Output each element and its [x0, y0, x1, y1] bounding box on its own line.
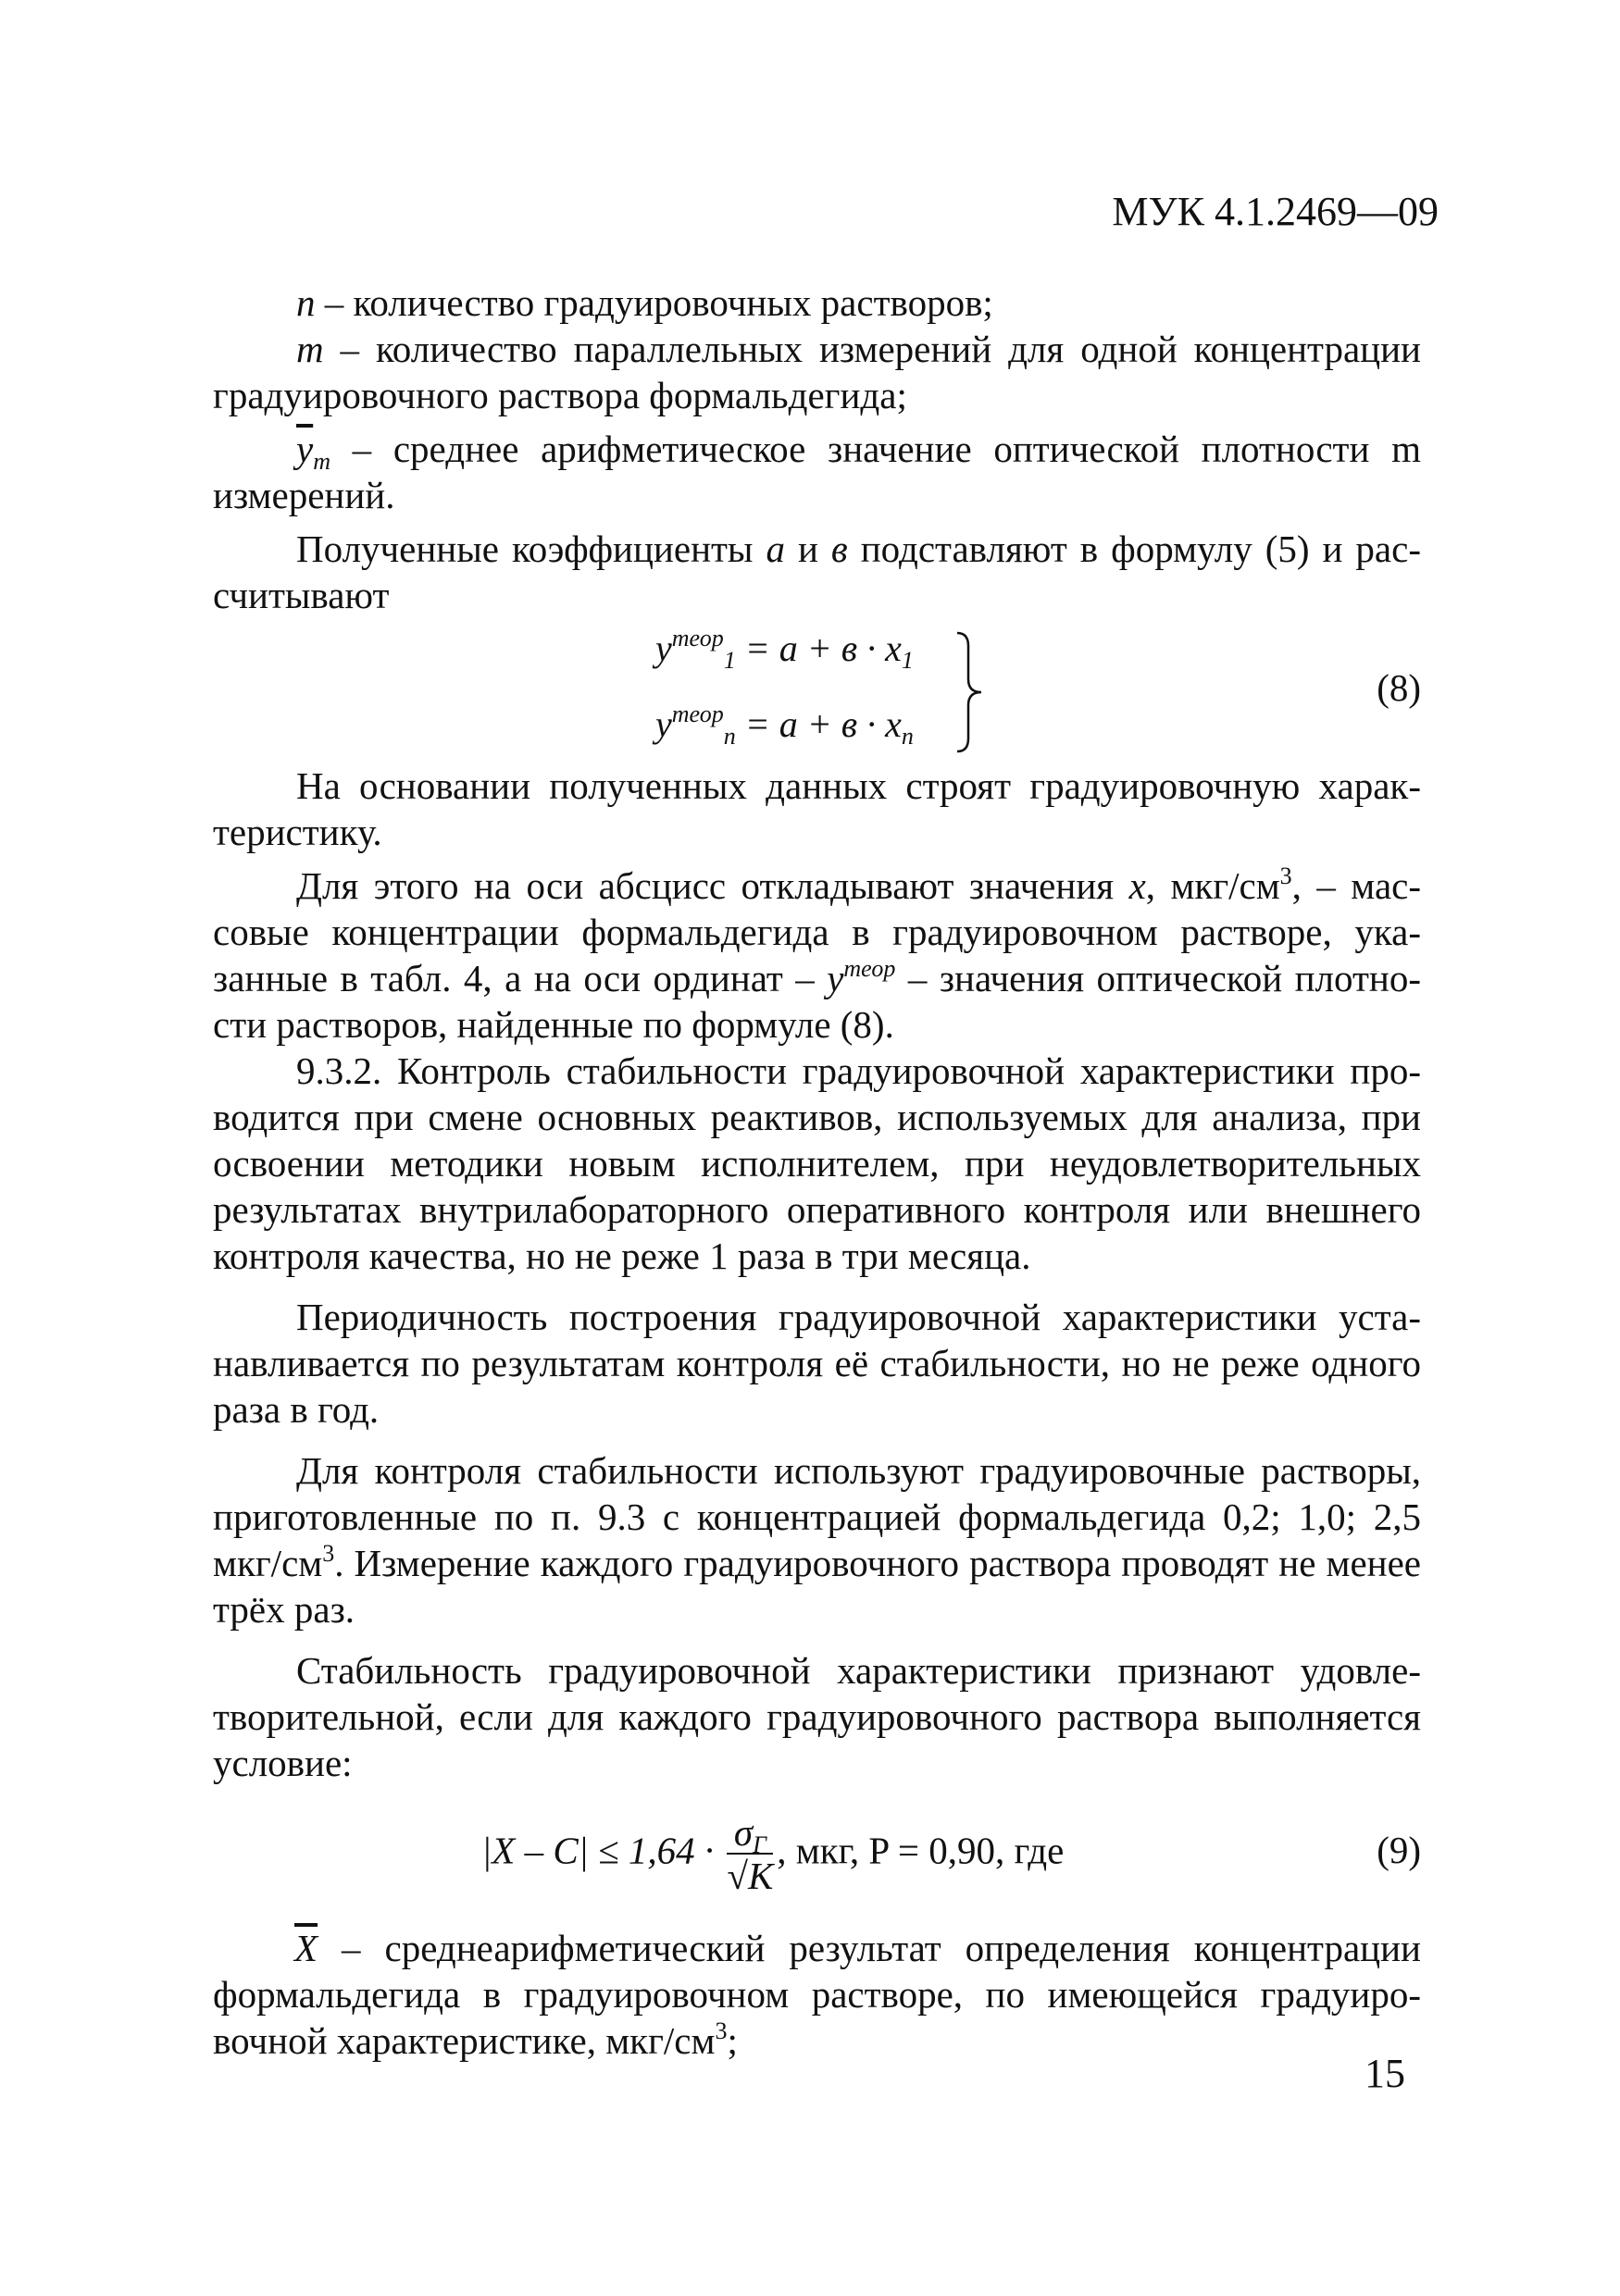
paragraph-periodicity: Периодичность построения градуировочной характеристики устанавливается по результатам контроля её стабильности, но не реже одного раза в год.	[213, 1296, 1421, 1431]
eq-y: y	[655, 703, 672, 745]
eq-lhs: |X – C| ≤ 1,64 ·	[481, 1829, 715, 1872]
eq-rhs: , мкг, P = 0,90, где	[777, 1829, 1065, 1872]
symbol-x-mean: $\overline{X}$	[294, 1927, 318, 1969]
page-number: 15	[1365, 2051, 1405, 2096]
eq-sup: теор	[671, 701, 724, 727]
definition-ym	[213, 426, 1421, 518]
text-run: Для контроля стабильности используют градуировочные растворы, приготовленные по п. 9.3 с концентрацией формальдегида 0,2; 1,0; 2,5 мкг/см	[213, 1449, 1421, 1584]
eq-sub: 1	[723, 647, 736, 674]
text-run: – значения оптической плотности растворов, найденные по формуле (8).	[213, 957, 1421, 1046]
symbol-y: y	[827, 957, 844, 999]
symbol-n: n	[296, 281, 316, 324]
coef-a: а	[766, 527, 785, 570]
eq-xsub: n	[901, 723, 914, 750]
fraction-numerator	[727, 1811, 773, 1858]
symbol-y-mean: $\overline{y}$	[296, 428, 314, 470]
eq-sub: n	[723, 723, 736, 750]
equation-8-number: (8)	[1377, 666, 1421, 709]
equation-8-line-2	[655, 701, 914, 748]
definition-ym-text: – среднее арифметическое значение оптической плотности m измерений.	[213, 428, 1421, 516]
symbol-m: m	[296, 328, 324, 370]
definition-m	[213, 326, 1421, 418]
text-run: Полученные коэффициенты	[296, 527, 766, 570]
eq-xsub: 1	[901, 647, 914, 674]
text-run: подставляют в формулу (5) и рассчитывают	[213, 527, 1421, 616]
paragraph-stability-control	[213, 1447, 1421, 1632]
superscript: теор	[843, 955, 896, 982]
text-run: , – массовые концентрации формальдегида в градуировочном растворе, указанные в табл. 4, а на оси ординат –	[213, 864, 1422, 999]
equation-9-formula	[481, 1812, 1064, 1897]
superscript: 3	[715, 2017, 728, 2044]
paragraph-axes	[213, 863, 1421, 1048]
paragraph-calibration: На основании полученных данных строят градуировочную характеристику.	[213, 764, 1421, 853]
eq-y: y	[655, 627, 672, 669]
paragraph-9-3-2: 9.3.2. Контроль стабильности градуировочной характеристики проводится при смене основных реактивов, используемых для анализа, при освоении методики новым исполнителем, при неудовлетворительных результатах внутрилабораторного оперативного контроля или внешнего контроля качества, но не реже 1 раза в три месяца.	[213, 1049, 1421, 1277]
equation-8	[213, 618, 1421, 763]
paragraph-coefficients	[213, 526, 1421, 618]
definition-n-text: – количество градуировочных растворов;	[315, 281, 993, 324]
eq-rhs: = a + в · x	[735, 627, 902, 669]
eq-sup: теор	[671, 625, 724, 652]
equation-9-number: (9)	[1377, 1829, 1421, 1871]
equation-8-line-1	[655, 626, 914, 672]
text-run: и	[784, 527, 831, 570]
symbol-y-mean-sub: m	[313, 448, 330, 475]
definition-m-text: – количество параллельных измерений для одной концентрации градуировочного раствора формальдегида;	[213, 328, 1421, 416]
fraction-denominator: √K	[727, 1855, 774, 1897]
text-run: Для этого на оси абсцисс откладывают значения	[296, 864, 1129, 907]
text-run: ;	[727, 2019, 738, 2062]
text-run: . Измерение каждого градуировочного раствора проводят не менее трёх раз.	[213, 1542, 1421, 1631]
definition-n	[213, 279, 1421, 326]
definition-x-mean	[213, 1925, 1421, 2064]
superscript: 3	[1279, 863, 1292, 889]
right-brace	[955, 631, 983, 753]
body-text	[213, 279, 1421, 2064]
superscript: 3	[322, 1540, 335, 1567]
sigma-sub: Г	[753, 1831, 766, 1858]
coef-b: в	[830, 527, 848, 570]
text-run: – среднеарифметический результат определения концентрации формальдегида в градуировочном растворе, по имеющейся градуировочной характеристике, мкг/см	[213, 1927, 1421, 2062]
symbol-x: x	[1128, 864, 1146, 907]
fraction	[727, 1812, 773, 1897]
eq-rhs: = a + в · x	[735, 703, 902, 745]
paragraph-stability-condition: Стабильность градуировочной характеристики признают удовлетворительной, если для каждого градуировочного раствора выполняется условие:	[213, 1649, 1421, 1784]
text-run: , мкг/см	[1145, 864, 1280, 907]
equation-9	[213, 1795, 1421, 1925]
document-code: МУК 4.1.2469—09	[1112, 189, 1439, 234]
sigma: σ	[733, 1811, 754, 1854]
